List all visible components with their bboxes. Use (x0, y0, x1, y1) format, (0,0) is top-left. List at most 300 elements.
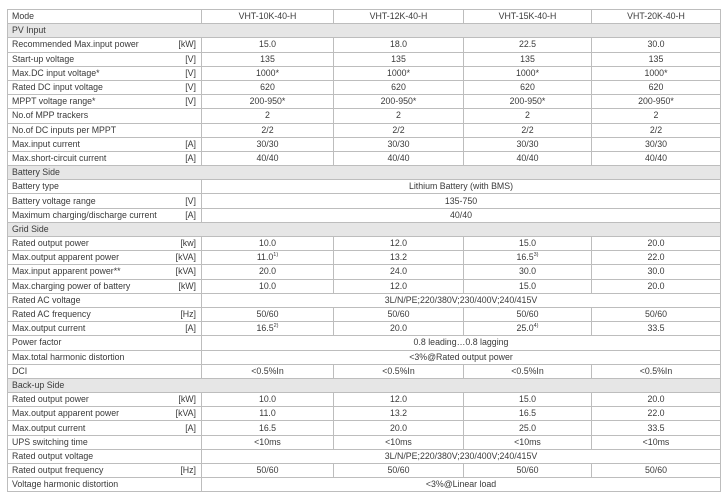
param-unit: [V] (185, 82, 196, 93)
value-cell (202, 123, 334, 137)
value-cell (202, 393, 334, 407)
param-cell (8, 336, 202, 350)
spec-row (8, 478, 721, 492)
param-label: Rated output frequency (12, 465, 104, 476)
param-label: Max.output apparent power (12, 408, 120, 419)
value-cell (202, 421, 334, 435)
value-text: <0.5%In (251, 365, 284, 376)
param-label: Max.input apparent power** (12, 266, 121, 277)
value-text: 16.5 (258, 422, 277, 433)
param-cell (8, 38, 202, 52)
value-cell (592, 364, 721, 378)
param-label: Rated AC voltage (12, 294, 81, 305)
value-cell (334, 52, 464, 66)
value-text: 2 (525, 110, 530, 121)
value-text: 50/60 (256, 309, 279, 320)
value-cell (202, 151, 334, 165)
header-row (8, 10, 721, 24)
section-title: Grid Side (8, 222, 721, 236)
value-text: 18.0 (389, 39, 408, 50)
value-cell (334, 407, 464, 421)
value-text: 50/60 (644, 309, 667, 320)
spec-row (8, 421, 721, 435)
value-text: 40/40 (644, 152, 667, 163)
value-text: 25.0 (516, 323, 534, 334)
param-unit: [A] (185, 152, 196, 163)
value-text: 135 (260, 53, 275, 64)
param-cell (8, 123, 202, 137)
spec-row (8, 237, 721, 251)
value-text: <0.5%In (511, 365, 544, 376)
param-unit: [kW] (178, 394, 196, 405)
param-unit: [kVA] (175, 408, 196, 419)
value-text: 20.0 (647, 238, 665, 249)
value-text: 24.0 (389, 266, 408, 277)
param-label: Max.output current (12, 323, 86, 334)
value-cell (592, 393, 721, 407)
spec-row (8, 364, 721, 378)
value-text: 20.0 (389, 422, 408, 433)
merged-value-cell: 0.8 leading…0.8 lagging (202, 336, 721, 350)
spec-row (8, 52, 721, 66)
value-text: 20.0 (647, 280, 665, 291)
param-cell (8, 449, 202, 463)
header-model-cell: VHT-15K-40-H (464, 10, 592, 24)
param-cell (8, 322, 202, 336)
param-cell (8, 307, 202, 321)
value-text: 620 (391, 82, 406, 93)
value-cell (592, 322, 721, 336)
param-label: Rated output voltage (12, 450, 94, 461)
value-text: 50/60 (256, 465, 279, 476)
value-cell (334, 38, 464, 52)
value-text: 50/60 (387, 465, 410, 476)
value-cell (464, 435, 592, 449)
param-cell (8, 478, 202, 492)
value-cell (592, 52, 721, 66)
value-text: 30/30 (256, 138, 279, 149)
spec-row (8, 180, 721, 194)
value-text: 20.0 (389, 323, 408, 334)
footnote-marker: 1) (273, 252, 279, 259)
footnote-marker: 2) (273, 323, 279, 330)
value-cell (334, 237, 464, 251)
param-unit: [A] (185, 422, 196, 433)
value-cell (334, 265, 464, 279)
value-text: 15.0 (258, 39, 277, 50)
value-cell (202, 80, 334, 94)
value-cell (334, 80, 464, 94)
value-text: 2 (265, 110, 270, 121)
value-cell (334, 109, 464, 123)
value-cell (202, 137, 334, 151)
param-unit: [kVA] (175, 252, 196, 263)
value-text: 30.0 (647, 266, 665, 277)
value-text: 10.0 (258, 394, 277, 405)
param-cell (8, 95, 202, 109)
param-label: Rated output power (12, 238, 89, 249)
param-label: Maximum charging/discharge current (12, 209, 157, 220)
value-text: 1000* (644, 67, 668, 78)
spec-table (7, 9, 721, 492)
value-cell (592, 137, 721, 151)
value-cell (464, 421, 592, 435)
param-label: Max.output current (12, 422, 86, 433)
value-cell (592, 80, 721, 94)
value-text: 1000* (387, 67, 410, 78)
value-cell (464, 151, 592, 165)
section-header-row (8, 378, 721, 392)
spec-row (8, 151, 721, 165)
value-cell (592, 421, 721, 435)
value-cell (334, 95, 464, 109)
merged-value-cell: <3%@Linear load (202, 478, 721, 492)
spec-row (8, 393, 721, 407)
param-unit: [kw] (180, 238, 196, 249)
value-text: 2/2 (392, 124, 405, 135)
value-text: 50/60 (387, 309, 410, 320)
spec-row (8, 123, 721, 137)
spec-row (8, 336, 721, 350)
value-text: 2/2 (649, 124, 663, 135)
param-cell (8, 350, 202, 364)
value-cell (464, 52, 592, 66)
param-label: Max.input current (12, 138, 80, 149)
param-label: Battery type (12, 181, 59, 192)
spec-row (8, 194, 721, 208)
value-text: 620 (648, 82, 664, 93)
value-cell (334, 137, 464, 151)
param-unit: [kW] (178, 280, 196, 291)
value-cell (334, 364, 464, 378)
value-text: 40/40 (516, 152, 539, 163)
param-cell (8, 464, 202, 478)
value-cell (592, 265, 721, 279)
value-text: <10ms (514, 436, 541, 447)
spec-row (8, 95, 721, 109)
param-cell (8, 66, 202, 80)
value-cell (464, 322, 592, 336)
param-label: Start-up voltage (12, 53, 75, 64)
value-text: 135 (648, 53, 664, 64)
param-cell (8, 279, 202, 293)
value-text: 620 (260, 82, 275, 93)
param-label: Max.DC input voltage* (12, 67, 100, 78)
value-cell (592, 95, 721, 109)
value-text: 2/2 (521, 124, 534, 135)
value-text: 11.0 (256, 252, 274, 263)
value-cell (464, 265, 592, 279)
value-text: 22.5 (518, 39, 537, 50)
param-cell (8, 208, 202, 222)
value-cell (464, 307, 592, 321)
value-cell (202, 279, 334, 293)
value-text: 50/60 (644, 465, 667, 476)
value-text: 16.5 (256, 323, 274, 334)
param-label: Max.charging power of battery (12, 280, 131, 291)
merged-value-cell: Lithium Battery (with BMS) (202, 180, 721, 194)
value-text: 22.0 (647, 252, 665, 263)
value-cell (202, 322, 334, 336)
value-cell (592, 307, 721, 321)
section-title: PV Input (8, 24, 721, 38)
param-unit: [A] (185, 323, 196, 334)
value-text: 10.0 (258, 238, 277, 249)
merged-value-cell: <3%@Rated output power (202, 350, 721, 364)
value-cell (592, 151, 721, 165)
value-text: 1000* (516, 67, 539, 78)
value-text: 200-950* (380, 96, 417, 107)
param-label: Max.output apparent power (12, 252, 120, 263)
param-unit: [Hz] (180, 465, 196, 476)
spec-row (8, 265, 721, 279)
value-cell (592, 66, 721, 80)
value-cell (592, 123, 721, 137)
value-text: 20.0 (258, 266, 277, 277)
merged-value-cell: 135-750 (202, 194, 721, 208)
value-text: 22.0 (647, 408, 665, 419)
param-cell (8, 237, 202, 251)
value-cell (592, 279, 721, 293)
value-cell (464, 464, 592, 478)
param-cell (8, 435, 202, 449)
value-text: 30/30 (387, 138, 410, 149)
value-cell (464, 95, 592, 109)
value-text: 50/60 (516, 465, 539, 476)
merged-value-cell: 3L/N/PE;220/380V;230/400V;240/415V (202, 449, 721, 463)
value-text: 12.0 (389, 280, 408, 291)
param-cell (8, 109, 202, 123)
spec-row (8, 407, 721, 421)
spec-row (8, 449, 721, 463)
value-text: 620 (520, 82, 535, 93)
param-label: Max.total harmonic distortion (12, 351, 125, 362)
value-text: 12.0 (389, 238, 408, 249)
param-cell (8, 293, 202, 307)
spec-row (8, 80, 721, 94)
value-cell (202, 435, 334, 449)
value-text: 16.5 (518, 408, 537, 419)
value-cell (464, 123, 592, 137)
value-cell (334, 307, 464, 321)
spec-row (8, 307, 721, 321)
value-text: 30/30 (644, 138, 667, 149)
value-text: 200-950* (509, 96, 546, 107)
value-cell (202, 52, 334, 66)
value-cell (334, 123, 464, 137)
value-cell (202, 109, 334, 123)
param-label: Battery voltage range (12, 195, 96, 206)
value-cell (334, 66, 464, 80)
param-cell (8, 364, 202, 378)
spec-row (8, 464, 721, 478)
value-text: 30.0 (518, 266, 537, 277)
value-text: 50/60 (516, 309, 539, 320)
param-cell (8, 80, 202, 94)
value-text: 135 (391, 53, 406, 64)
value-text: 33.5 (647, 422, 665, 433)
value-text: 40/40 (256, 152, 279, 163)
param-unit: [V] (185, 53, 196, 64)
header-model-cell: VHT-10K-40-H (202, 10, 334, 24)
spec-row (8, 293, 721, 307)
header-model-cell: VHT-12K-40-H (334, 10, 464, 24)
value-cell (592, 464, 721, 478)
param-unit: [kVA] (175, 266, 196, 277)
param-label: No.of DC inputs per MPPT (12, 124, 117, 135)
value-text: 2 (396, 110, 401, 121)
value-text: 16.5 (516, 252, 534, 263)
section-title: Battery Side (8, 166, 721, 180)
spec-row (8, 279, 721, 293)
value-text: <10ms (385, 436, 412, 447)
value-text: <0.5%In (639, 365, 673, 376)
value-cell (334, 435, 464, 449)
value-text: 30.0 (647, 39, 665, 50)
value-text: <10ms (642, 436, 670, 447)
param-label: Max.short-circuit current (12, 152, 107, 163)
value-cell (464, 251, 592, 265)
value-cell (592, 251, 721, 265)
value-cell (464, 279, 592, 293)
param-cell (8, 52, 202, 66)
value-cell (592, 109, 721, 123)
value-text: 2/2 (261, 124, 274, 135)
value-cell (202, 66, 334, 80)
param-cell (8, 137, 202, 151)
value-text: 40/40 (387, 152, 410, 163)
value-text: 10.0 (258, 280, 277, 291)
value-cell (202, 251, 334, 265)
spec-table-body (8, 24, 721, 492)
value-cell (464, 137, 592, 151)
value-cell (464, 80, 592, 94)
value-cell (592, 237, 721, 251)
section-header-row (8, 222, 721, 236)
param-unit: [V] (185, 96, 196, 107)
param-unit: [A] (185, 209, 196, 220)
value-cell (334, 393, 464, 407)
param-cell (8, 194, 202, 208)
param-cell (8, 393, 202, 407)
param-label: Power factor (12, 337, 62, 348)
value-cell (334, 251, 464, 265)
value-cell (464, 407, 592, 421)
header-model-cell: VHT-20K-40-H (592, 10, 721, 24)
value-cell (202, 407, 334, 421)
value-cell (334, 279, 464, 293)
param-unit: [Hz] (180, 309, 196, 320)
value-cell (464, 237, 592, 251)
param-label: Rated AC frequency (12, 309, 91, 320)
value-text: 15.0 (518, 280, 537, 291)
value-text: 25.0 (518, 422, 537, 433)
spec-row (8, 435, 721, 449)
value-text: 13.2 (389, 252, 408, 263)
merged-value-cell: 3L/N/PE;220/380V;230/400V;240/415V (202, 293, 721, 307)
value-cell (334, 322, 464, 336)
spec-row (8, 38, 721, 52)
value-cell (202, 237, 334, 251)
value-text: 13.2 (389, 408, 408, 419)
param-cell (8, 251, 202, 265)
value-text: 30/30 (516, 138, 539, 149)
value-cell (464, 364, 592, 378)
value-text: 200-950* (638, 96, 674, 107)
value-cell (334, 421, 464, 435)
value-text: 20.0 (647, 394, 665, 405)
param-unit: [kW] (178, 39, 196, 50)
value-cell (202, 364, 334, 378)
param-label: Voltage harmonic distortion (12, 479, 119, 490)
value-cell (464, 38, 592, 52)
value-text: <0.5%In (382, 365, 415, 376)
param-unit: [V] (185, 195, 196, 206)
value-cell (202, 265, 334, 279)
spec-row (8, 251, 721, 265)
value-text: 12.0 (389, 394, 408, 405)
section-header-row (8, 166, 721, 180)
value-cell (592, 435, 721, 449)
param-cell (8, 151, 202, 165)
footnote-marker: 4) (533, 323, 539, 330)
value-text: 11.0 (259, 408, 276, 419)
value-cell (592, 407, 721, 421)
param-label: Rated output power (12, 394, 89, 405)
spec-row (8, 137, 721, 151)
value-cell (202, 307, 334, 321)
spec-row (8, 109, 721, 123)
param-unit: [A] (185, 138, 196, 149)
value-text: 33.5 (647, 323, 665, 334)
value-cell (202, 38, 334, 52)
param-cell (8, 407, 202, 421)
value-cell (464, 109, 592, 123)
value-text: <10ms (254, 436, 281, 447)
value-cell (334, 151, 464, 165)
param-label: Recommended Max.input power (12, 39, 139, 50)
param-label: DCI (12, 365, 28, 376)
spec-row (8, 66, 721, 80)
param-label: Rated DC input voltage (12, 82, 103, 93)
param-cell (8, 180, 202, 194)
section-header-row (8, 24, 721, 38)
param-cell (8, 421, 202, 435)
value-text: 1000* (256, 67, 279, 78)
section-title: Back-up Side (8, 378, 721, 392)
value-text: 200-950* (249, 96, 286, 107)
param-label: MPPT voltage range* (12, 96, 96, 107)
header-param-cell: Mode (8, 10, 202, 24)
merged-value-cell: 40/40 (202, 208, 721, 222)
spec-row (8, 350, 721, 364)
value-cell (464, 66, 592, 80)
value-cell (464, 393, 592, 407)
value-text: 15.0 (518, 394, 537, 405)
spec-row (8, 208, 721, 222)
param-cell (8, 265, 202, 279)
spec-row (8, 322, 721, 336)
value-cell (202, 464, 334, 478)
param-label: UPS switching time (12, 436, 88, 447)
param-label: No.of MPP trackers (12, 110, 89, 121)
value-cell (202, 95, 334, 109)
param-unit: [V] (185, 67, 196, 78)
value-text: 2 (653, 110, 659, 121)
value-cell (592, 38, 721, 52)
footnote-marker: 3) (533, 252, 539, 259)
value-cell (334, 464, 464, 478)
